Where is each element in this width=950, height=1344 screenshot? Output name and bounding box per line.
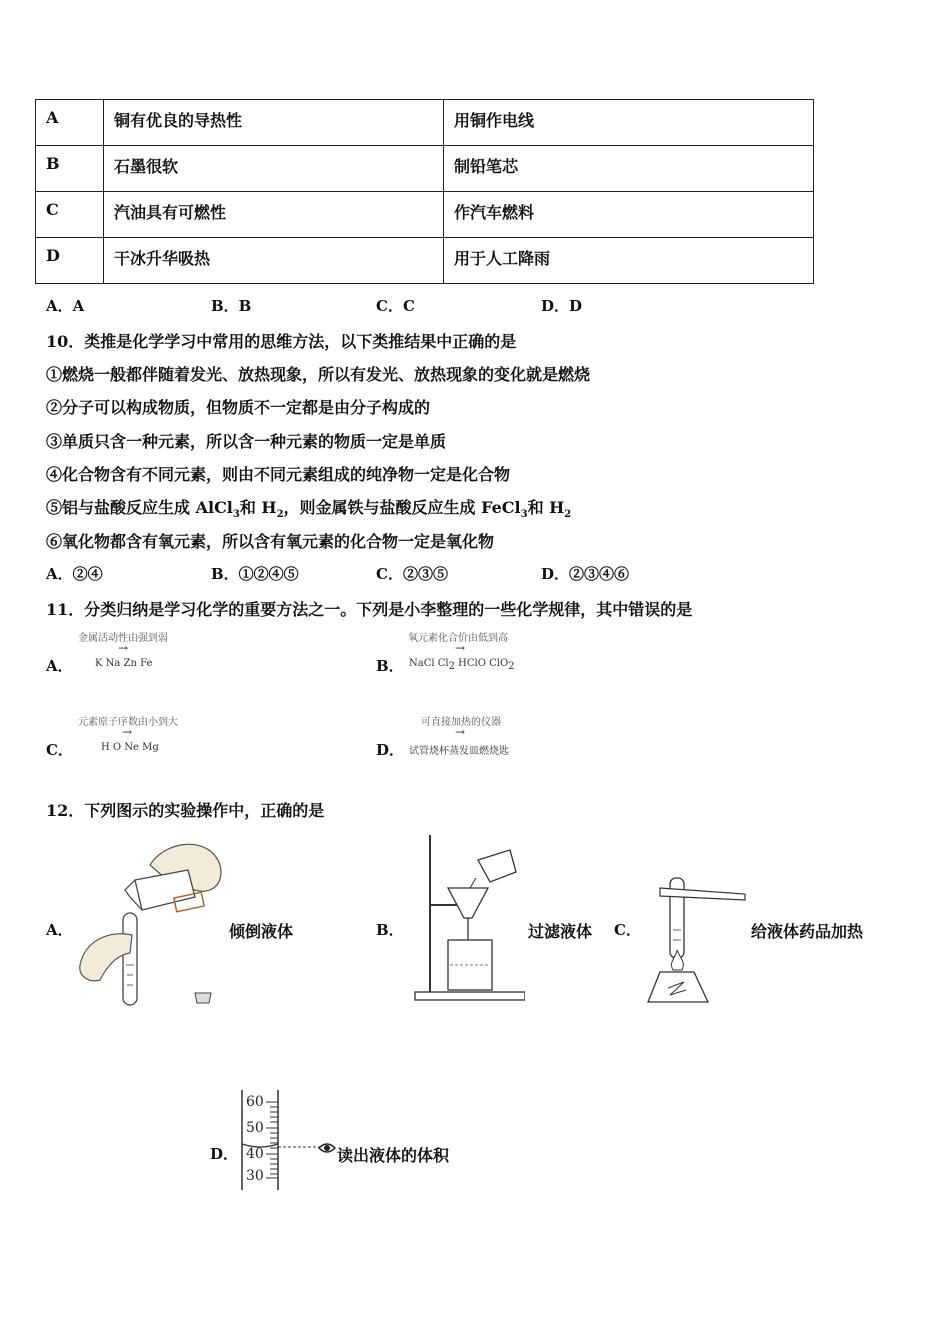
q12-option-d-label[interactable]: D．	[210, 1145, 239, 1163]
text-part: ，则金属铁与盐酸反应生成 FeCl	[283, 498, 521, 517]
tick-label: 60	[246, 1094, 264, 1110]
subscript: 3	[232, 509, 240, 521]
subscript: 2	[448, 661, 455, 672]
q9-answer-a[interactable]: A．A	[46, 297, 85, 315]
q10-answer-b[interactable]: B．①②④⑤	[211, 565, 299, 583]
subscript: 2	[276, 509, 284, 521]
right-arrow-icon: →	[455, 641, 466, 655]
row-property: 石墨很软	[104, 146, 444, 192]
row-key: D	[36, 238, 104, 284]
text-part: 和 H	[239, 498, 277, 517]
tick-label: 40	[246, 1146, 264, 1162]
q11-stem: 11．分类归纳是学习化学的重要方法之一。下列是小李整理的一些化学规律，其中错误的是	[46, 600, 693, 619]
q11-a-sequence: K Na Zn Fe	[95, 658, 153, 669]
q11-c-sequence: H O Ne Mg	[101, 742, 159, 753]
q12-option-c-label[interactable]: C．	[614, 921, 641, 939]
options-table	[35, 99, 814, 284]
q11-a-caption: 金属活动性由强到弱	[78, 633, 168, 644]
row-property: 汽油具有可燃性	[104, 192, 444, 238]
q11-b-caption: 氧元素化合价由低到高	[408, 633, 508, 644]
text-part: 和 H	[527, 498, 565, 517]
q12-d-text: 读出液体的体积	[337, 1146, 450, 1165]
q11-option-a-label[interactable]: A．	[46, 657, 73, 675]
row-use: 用铜作电线	[444, 100, 814, 146]
tick-label: 30	[246, 1168, 264, 1184]
table-row	[36, 192, 814, 238]
right-arrow-icon: →	[118, 641, 129, 655]
table-row	[36, 100, 814, 146]
right-arrow-icon: →	[455, 725, 466, 739]
row-use: 制铅笔芯	[444, 146, 814, 192]
tick-label: 50	[246, 1120, 264, 1136]
pouring-liquid-illustration	[70, 835, 230, 1013]
q11-c-caption: 元素原子序数由小到大	[78, 717, 178, 728]
q12-b-text: 过滤液体	[528, 922, 593, 941]
q9-answer-d[interactable]: D．D	[541, 297, 583, 315]
subscript: 2	[508, 661, 515, 672]
q11-option-c-label[interactable]: C．	[46, 741, 73, 759]
table-row	[36, 146, 814, 192]
row-key: B	[36, 146, 104, 192]
row-use: 用于人工降雨	[444, 238, 814, 284]
q10-statement-4: ④化合物含有不同元素，则由不同元素组成的纯净物一定是化合物	[46, 465, 511, 484]
eye-icon	[318, 1140, 336, 1156]
text-part: HClO ClO	[454, 658, 509, 669]
q10-statement-2: ②分子可以构成物质，但物质不一定都是由分子构成的	[46, 398, 431, 417]
q11-d-sequence: 试管烧杯蒸发皿燃烧匙	[409, 746, 509, 757]
q12-c-text: 给液体药品加热	[751, 922, 864, 941]
q10-answer-c[interactable]: C．②③⑤	[376, 565, 448, 583]
q9-answer-b[interactable]: B．B	[211, 297, 252, 315]
q10-stem: 10．类推是化学学习中常用的思维方法，以下类推结果中正确的是	[46, 332, 517, 351]
subscript: 2	[564, 509, 572, 521]
row-property: 干冰升华吸热	[104, 238, 444, 284]
q10-answer-d[interactable]: D．②③④⑥	[541, 565, 630, 583]
q12-option-a-label[interactable]: A．	[46, 921, 73, 939]
row-property: 铜有优良的导热性	[104, 100, 444, 146]
right-arrow-icon: →	[122, 725, 133, 739]
q12-a-text: 倾倒液体	[229, 922, 294, 941]
row-key: C	[36, 192, 104, 238]
q10-statement-1: ①燃烧一般都伴随着发光、放热现象，所以有发光、放热现象的变化就是燃烧	[46, 365, 591, 384]
q10-statement-6: ⑥氧化物都含有氧元素，所以含有氧元素的化合物一定是氧化物	[46, 532, 495, 551]
row-use: 作汽车燃料	[444, 192, 814, 238]
q11-b-sequence	[409, 658, 515, 672]
text-part: NaCl Cl	[409, 658, 449, 669]
heating-liquid-illustration	[640, 870, 750, 1010]
q12-option-b-label[interactable]: B．	[376, 921, 404, 939]
q10-answer-a[interactable]: A．②④	[46, 565, 103, 583]
row-key: A	[36, 100, 104, 146]
text-part: ⑤铝与盐酸反应生成 AlCl	[46, 498, 233, 517]
filtration-illustration	[410, 830, 525, 1002]
q12-stem: 12．下列图示的实验操作中，正确的是	[46, 801, 325, 820]
q11-option-b-label[interactable]: B．	[376, 657, 404, 675]
q10-statement-5	[46, 495, 571, 520]
q11-option-d-label[interactable]: D．	[376, 741, 405, 759]
q9-answer-c[interactable]: C．C	[376, 297, 415, 315]
q10-statement-3: ③单质只含一种元素，所以含一种元素的物质一定是单质	[46, 432, 447, 451]
q11-d-caption: 可直接加热的仪器	[421, 717, 501, 728]
table-row	[36, 238, 814, 284]
subscript: 3	[520, 509, 528, 521]
